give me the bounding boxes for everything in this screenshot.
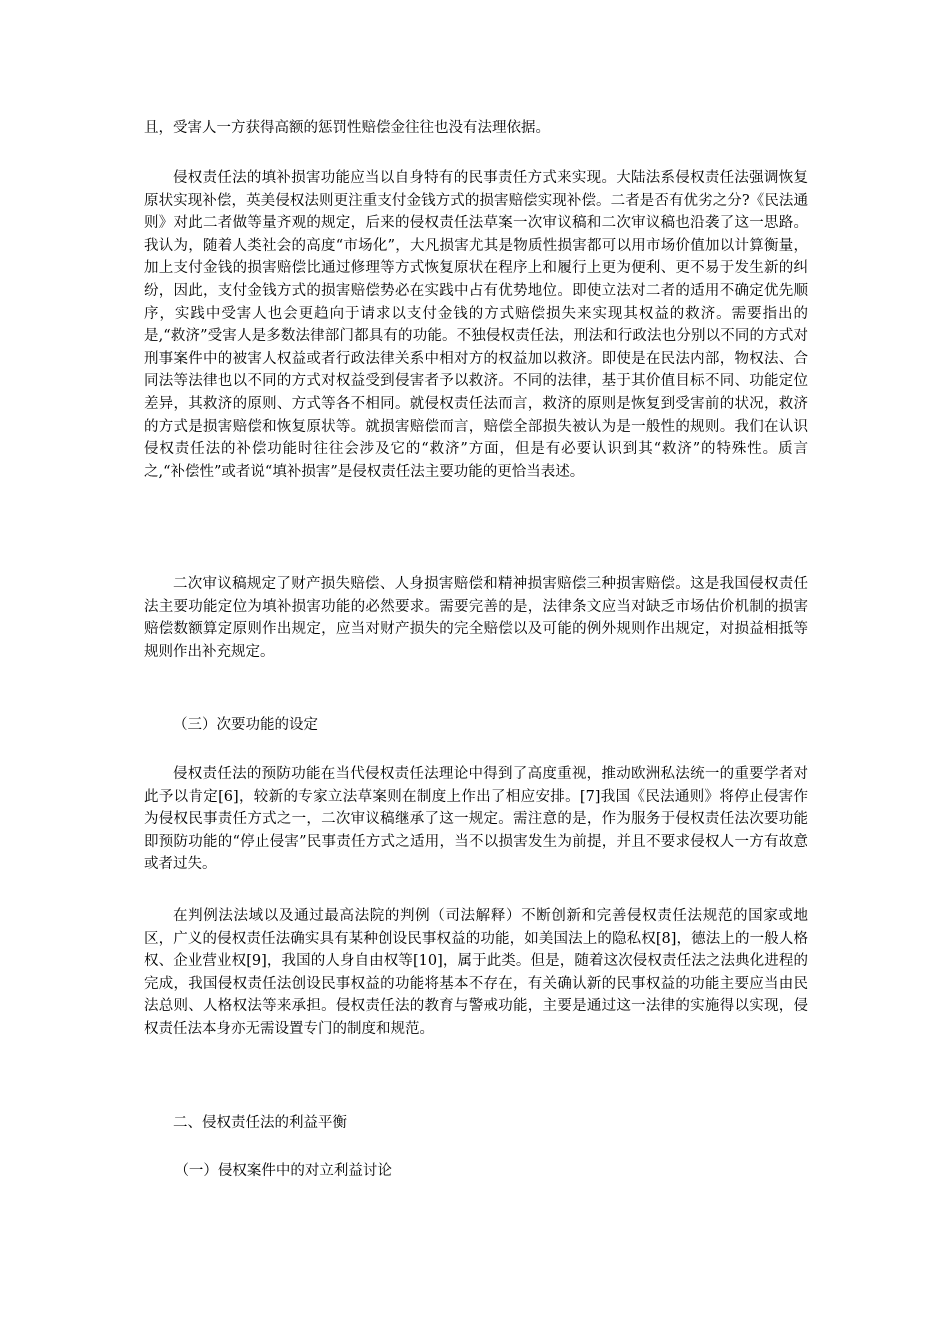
paragraph-prevention-function: 侵权责任法的预防功能在当代侵权责任法理论中得到了高度重视，推动欧洲私法统一的重要学者对此予以肯定[6]，较新的专家立法草案则在制度上作出了相应安排。[7]我国《民法通则》将停止侵害作为侵权民事责任方式之一，二次审议稿继承了这一规定。需注意的是，作为服务于侵权责任法次要功能即预防功能的“停止侵害”民事责任方式之适用，当不以损害发生为前提，并且不要求侵权人一方有故意或者过失。 bbox=[144, 766, 808, 873]
heading-opposing-interests: （一）侵权案件中的对立利益讨论 bbox=[174, 1163, 392, 1179]
paragraph-continuation: 且，受害人一方获得高额的惩罚性赔偿金往往也没有法理依据。 bbox=[144, 120, 550, 136]
heading-interest-balance: 二、侵权责任法的利益平衡 bbox=[173, 1115, 347, 1131]
paragraph-compensation-function: 侵权责任法的填补损害功能应当以自身特有的民事责任方式来实现。大陆法系侵权责任法强调恢复原状实现补偿，英美侵权法则更注重支付金钱方式的损害赔偿实现补偿。二者是否有优劣之分?《民法通则》对此二者做等量齐观的规定，后来的侵权责任法草案一次审议稿和二次审议稿也沿袭了这一思路。我认为，随着人类社会的高度“市场化”，大凡损害尤其是物质性损害都可以用市场价值加以计算衡量，加上支付金钱的损害赔偿比通过修理等方式恢复原状在程序上和履行上更为便利、更不易于发生新的纠纷，因此，支付金钱方式的损害赔偿势必在实践中占有优势地位。即使立法对二者的适用不确定优先顺序，实践中受害人也会更趋向于请求以支付金钱的方式赔偿损失来实现其权益的救济。需要指出的是,“救济”受害人是多数法律部门都具有的功能。不独侵权责任法，刑法和行政法也分别以不同的方式对刑事案件中的被害人权益或者行政法律关系中相对方的权益加以救济。即使是在民法内部，物权法、合同法等法律也以不同的方式对权益受到侵害者予以救济。不同的法律，基于其价值目标不同、功能定位差异，其救济的原则、方式等各不相同。就侵权责任法而言，救济的原则是恢复到受害前的状况，救济的方式是损害赔偿和恢复原状等。就损害赔偿而言，赔偿全部损失被认为是一般性的规则。我们在认识侵权责任法的补偿功能时往往会涉及它的“救济”方面，但是有必要认识到其“救济”的特殊性。质言之,“补偿性”或者说“填补损害”是侵权责任法主要功能的更恰当表述。 bbox=[144, 170, 808, 480]
heading-secondary-functions: （三）次要功能的设定 bbox=[173, 717, 318, 733]
paragraph-case-law-jurisdictions: 在判例法法域以及通过最高法院的判例（司法解释）不断创新和完善侵权责任法规范的国家或地区，广义的侵权责任法确实具有某种创设民事权益的功能，如美国法上的隐私权[8]，德法上的一般人格权、企业营业权[9]，我国的人身自由权等[10]，属于此类。但是，随着这次侵权责任法之法典化进程的完成，我国侵权责任法创设民事权益的功能将基本不存在，有关确认新的民事权益的功能主要应当由民法总则、人格权法等来承担。侵权责任法的教育与警戒功能，主要是通过这一法律的实施得以实现，侵权责任法本身亦无需设置专门的制度和规范。 bbox=[144, 908, 808, 1037]
paragraph-second-draft: 二次审议稿规定了财产损失赔偿、人身损害赔偿和精神损害赔偿三种损害赔偿。这是我国侵权责任法主要功能定位为填补损害功能的必然要求。需要完善的是，法律条文应当对缺乏市场估价机制的损害赔偿数额算定原则作出规定，应当对财产损失的完全赔偿以及可能的例外规则作出规定，对损益相抵等规则作出补充规定。 bbox=[144, 576, 808, 660]
